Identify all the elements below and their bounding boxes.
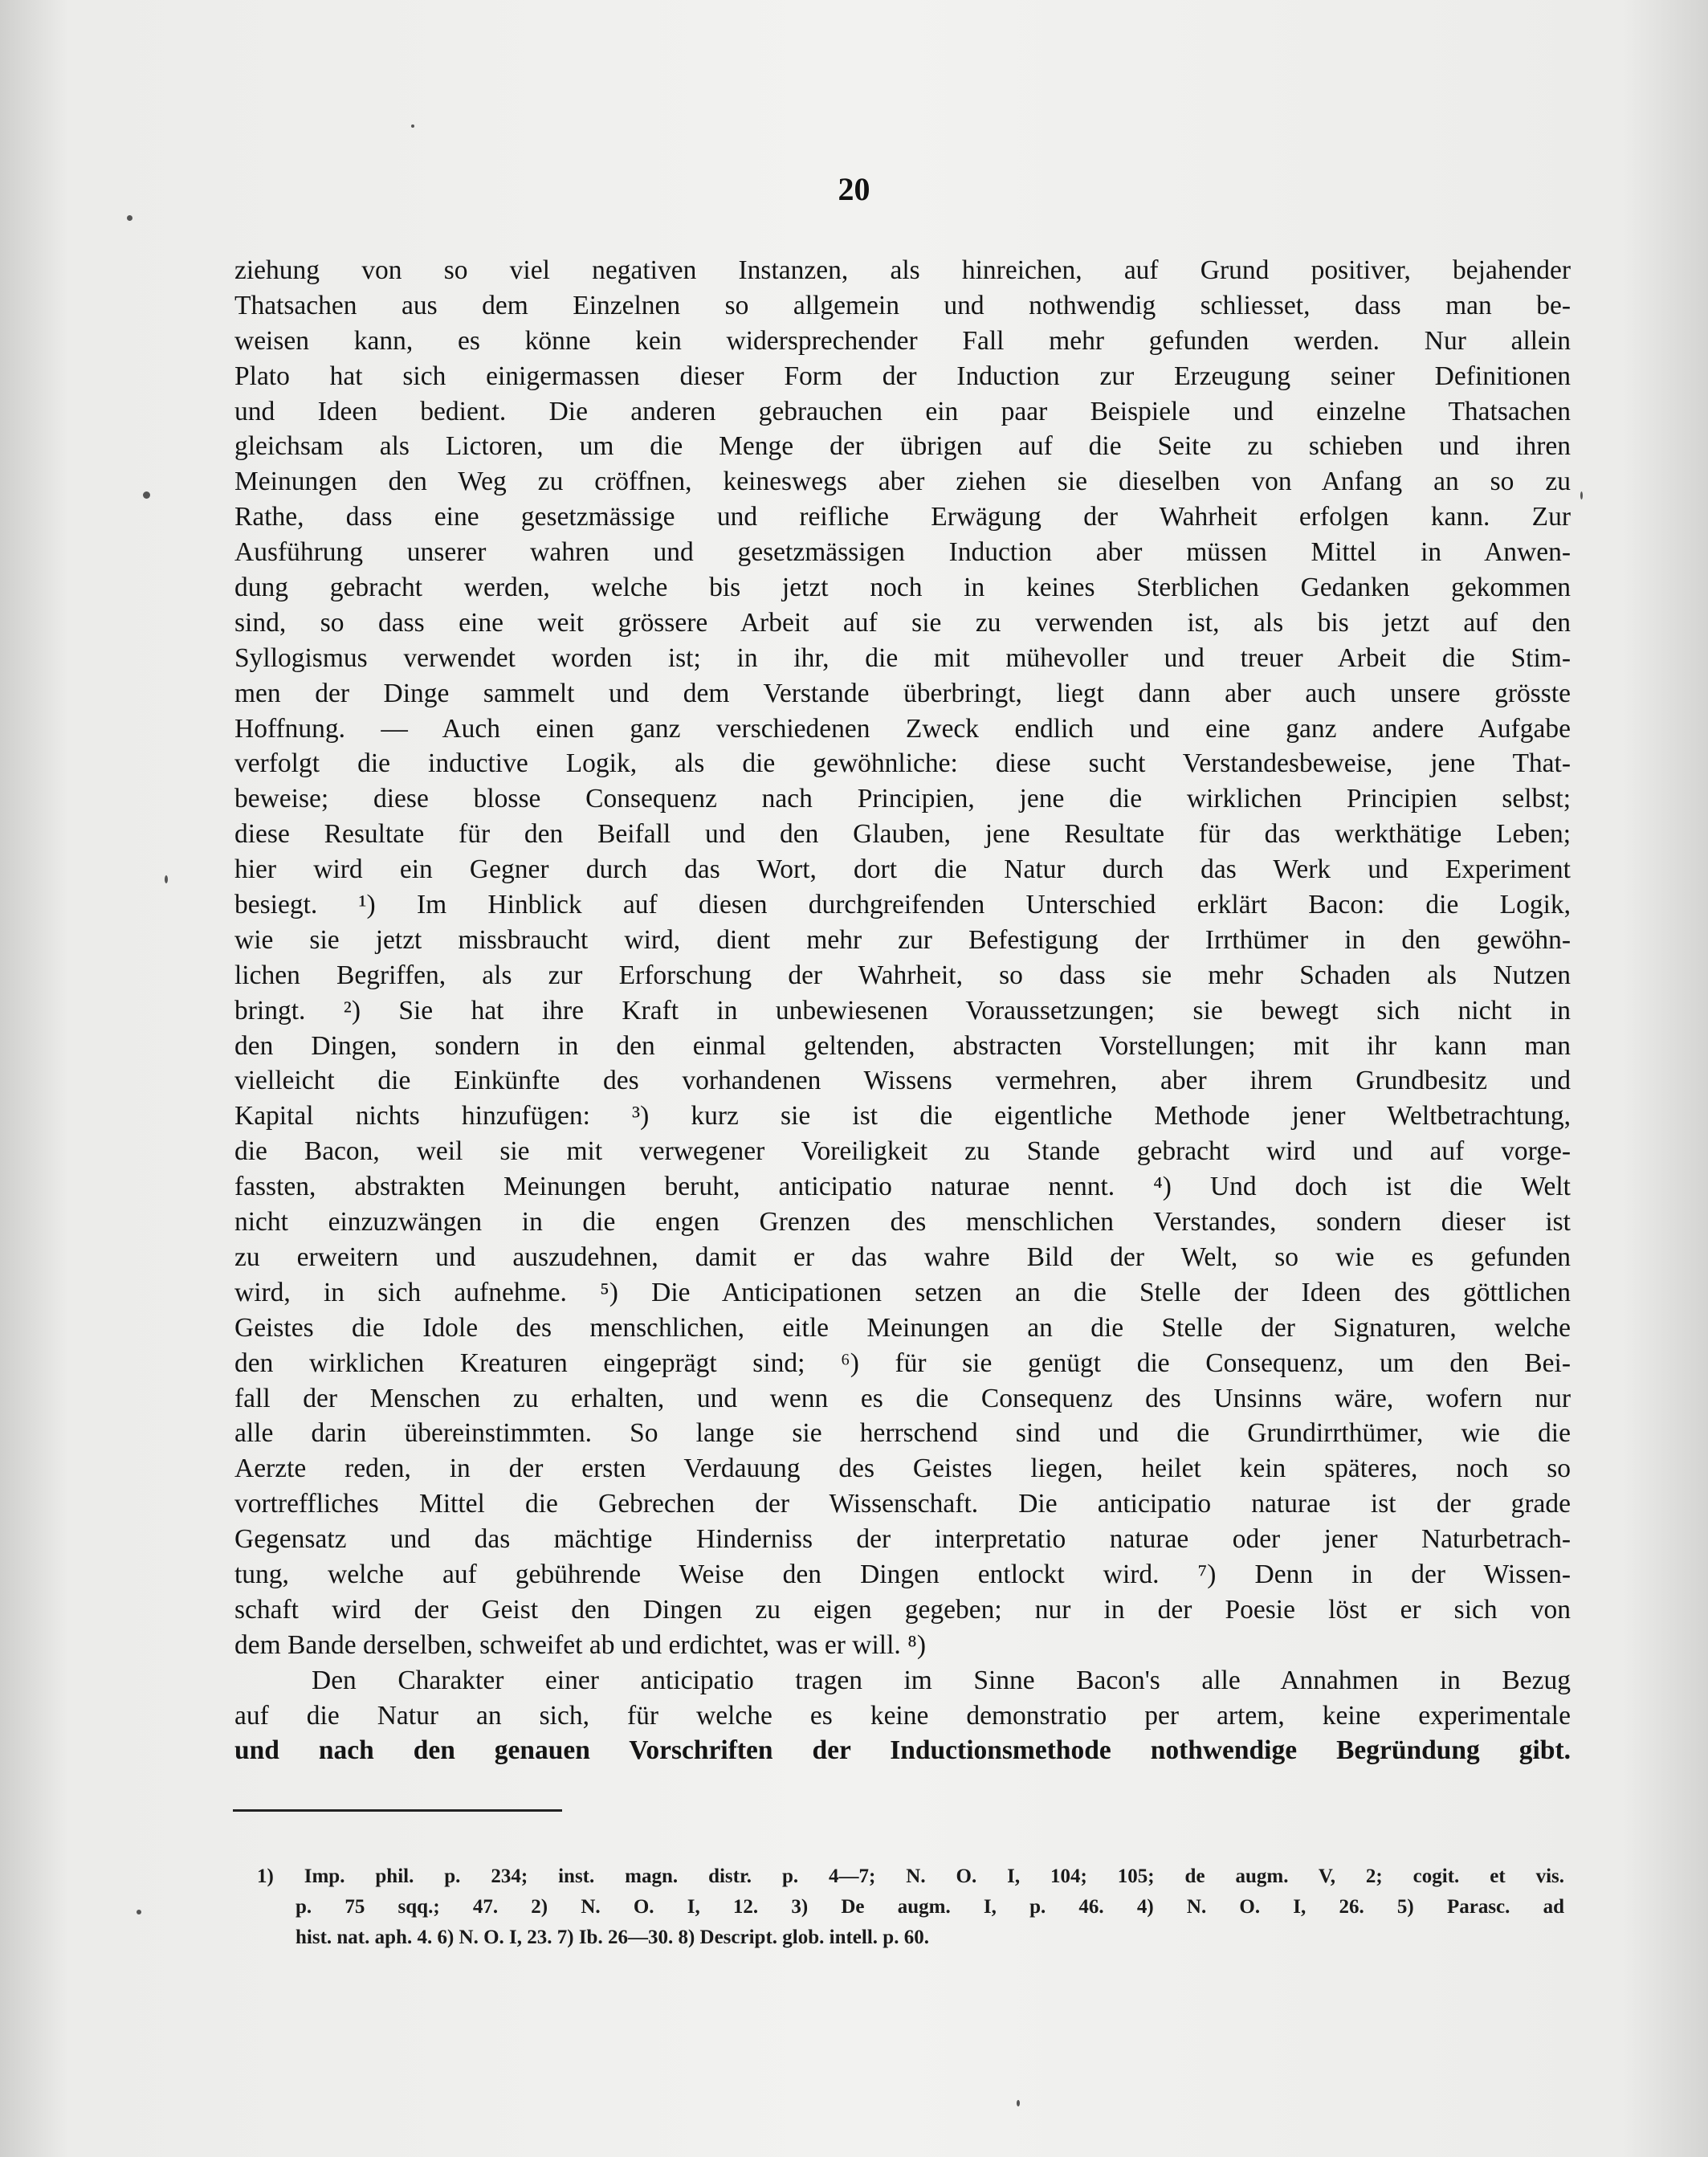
text-line: Hoffnung. — Auch einen ganz verschiedenen Zweck endlich und eine ganz andere Aufgabe (234, 713, 1571, 744)
text-line: und nach den genauen Vorschriften der Inductionsmethode nothwendige Begründung gibt. (234, 1735, 1571, 1766)
text-line: schaft wird der Geist den Dingen zu eigen gegeben; nur in der Poesie löst er sich von (234, 1594, 1571, 1625)
text-line: die Bacon, weil sie mit verwegener Voreiligkeit zu Stande gebracht wird und auf vorge- (234, 1136, 1571, 1167)
text-line: verfolgt die inductive Logik, als die gewöhnliche: diese sucht Verstandesbeweise, jene That- (234, 748, 1571, 779)
text-line: nicht einzuzwängen in die engen Grenzen des menschlichen Verstandes, sondern dieser ist (234, 1207, 1571, 1238)
footnotes (257, 1861, 1564, 1953)
paper-speck (143, 491, 150, 499)
paper-speck (1580, 491, 1583, 499)
text-line: dung gebracht werden, welche bis jetzt noch in keines Sterblichen Gedanken gekommen (234, 573, 1571, 603)
text-line-paragraph-start: Den Charakter einer anticipatio tragen im Sinne Bacon's alle Annahmen in Bezug (312, 1665, 1571, 1695)
text-line: bringt. ²) Sie hat ihre Kraft in unbewiesenen Voraussetzungen; sie bewegt sich nicht in (234, 995, 1571, 1025)
text-line: Kapital nichts hinzufügen: ³) kurz sie ist die eigentliche Methode jener Weltbetrachtung, (234, 1101, 1571, 1132)
text-line: wird, in sich aufnehme. ⁵) Die Anticipationen setzen an die Stelle der Ideen des göttlichen (234, 1277, 1571, 1307)
text-line: Rathe, dass eine gesetzmässige und reifliche Erwägung der Wahrheit erfolgen kann. Zur (234, 502, 1571, 532)
text-line: Thatsachen aus dem Einzelnen so allgemein und nothwendig schliesset, dass man be- (234, 290, 1571, 320)
text-line: lichen Begriffen, als zur Erforschung der Wahrheit, so dass sie mehr Schaden als Nutzen (234, 960, 1571, 990)
paper-speck (137, 1910, 141, 1914)
text-line: weisen kann, es könne kein widersprechender Fall mehr gefunden werden. Nur allein (234, 325, 1571, 356)
text-line: ziehung von so viel negativen Instanzen, als hinreichen, auf Grund positiver, bejahender (234, 255, 1571, 285)
text-line: Plato hat sich einigermassen dieser Form der Induction zur Erzeugung seiner Definitionen (234, 361, 1571, 391)
paper-speck (127, 215, 132, 221)
text-line: fassten, abstrakten Meinungen beruht, anticipatio naturae nennt. ⁴) Und doch ist die Welt (234, 1172, 1571, 1202)
text-line: Syllogismus verwendet worden ist; in ihr, die mit mühevoller und treuer Arbeit die Stim- (234, 642, 1571, 673)
text-line: hier wird ein Gegner durch das Wort, dort die Natur durch das Werk und Experiment (234, 854, 1571, 885)
paper-speck (411, 124, 414, 128)
text-line: sind, so dass eine weit grössere Arbeit auf sie zu verwenden ist, als bis jetzt auf den (234, 607, 1571, 638)
text-line: alle darin übereinstimmten. So lange sie herrschend sind und die Grundirrthümer, wie die (234, 1418, 1571, 1449)
text-line: gleichsam als Lictoren, um die Menge der übrigen auf die Seite zu schieben und ihren (234, 431, 1571, 462)
text-line: wie sie jetzt missbraucht wird, dient mehr zur Befestigung der Irrthümer in den gewöhn- (234, 924, 1571, 955)
text-line: Ausführung unserer wahren und gesetzmässigen Induction aber müssen Mittel in Anwen- (234, 537, 1571, 568)
text-line: vielleicht die Einkünfte des vorhandenen Wissens vermehren, aber ihrem Grundbesitz und (234, 1066, 1571, 1096)
text-line: zu erweitern und auszudehnen, damit er das wahre Bild der Welt, so wie es gefunden (234, 1242, 1571, 1272)
text-line: den wirklichen Kreaturen eingeprägt sind; ⁶) für sie genügt die Consequenz, um den Bei- (234, 1348, 1571, 1378)
text-line: und Ideen bedient. Die anderen gebrauchen ein paar Beispiele und einzelne Thatsachen (234, 396, 1571, 426)
text-line: Geistes die Idole des menschlichen, eitle Meinungen an die Stelle der Signaturen, welche (234, 1312, 1571, 1343)
page-number: 20 (838, 171, 870, 207)
footnote-line: hist. nat. aph. 4. 6) N. O. I, 23. 7) Ib. 26—30. 8) Descript. glob. intell. p. 60. (296, 1927, 929, 1948)
footnote-line: p. 75 sqq.; 47. 2) N. O. I, 12. 3) De augm. I, p. 46. 4) N. O. I, 26. 5) Parasc. ad (296, 1896, 1564, 1918)
text-line: fall der Menschen zu erhalten, und wenn es die Consequenz des Unsinns wäre, wofern nur (234, 1383, 1571, 1413)
text-line: men der Dinge sammelt und dem Verstande überbringt, liegt dann aber auch unsere grösste (234, 678, 1571, 708)
text-line: Gegensatz und das mächtige Hinderniss der interpretatio naturae oder jener Naturbetrach- (234, 1524, 1571, 1555)
text-line: vortreffliches Mittel die Gebrechen der Wissenschaft. Die anticipatio naturae ist der grade (234, 1489, 1571, 1519)
footnote-line: 1) Imp. phil. p. 234; inst. magn. distr. p. 4—7; N. O. I, 104; 105; de augm. V, 2; cogit. et vis. (257, 1865, 1564, 1887)
text-line: Meinungen den Weg zu cröffnen, keineswegs aber ziehen sie dieselben von Anfang an so zu (234, 467, 1571, 497)
text-line: besiegt. ¹) Im Hinblick auf diesen durchgreifenden Unterschied erklärt Bacon: die Logik, (234, 890, 1571, 920)
paper-speck (165, 875, 168, 883)
text-line: beweise; diese blosse Consequenz nach Principien, jene die wirklichen Principien selbst; (234, 784, 1571, 814)
text-line: Aerzte reden, in der ersten Verdauung des Geistes liegen, heilet kein späteres, noch so (234, 1454, 1571, 1484)
text-line: tung, welche auf gebührende Weise den Dingen entlockt wird. ⁷) Denn in der Wissen- (234, 1559, 1571, 1589)
text-line: diese Resultate für den Beifall und den Glauben, jene Resultate für das werkthätige Leben; (234, 819, 1571, 850)
paper-speck (1017, 2100, 1020, 2106)
text-line: den Dingen, sondern in den einmal geltenden, abstracten Vorstellungen; mit ihr kann man (234, 1030, 1571, 1061)
text-line: auf die Natur an sich, für welche es keine demonstratio per artem, keine experimentale (234, 1700, 1571, 1731)
footnote-divider (233, 1809, 562, 1812)
text-line-paragraph-end: dem Bande derselben, schweifet ab und erdichtet, was er will. ⁸) (234, 1629, 926, 1660)
main-text (234, 253, 1571, 1768)
